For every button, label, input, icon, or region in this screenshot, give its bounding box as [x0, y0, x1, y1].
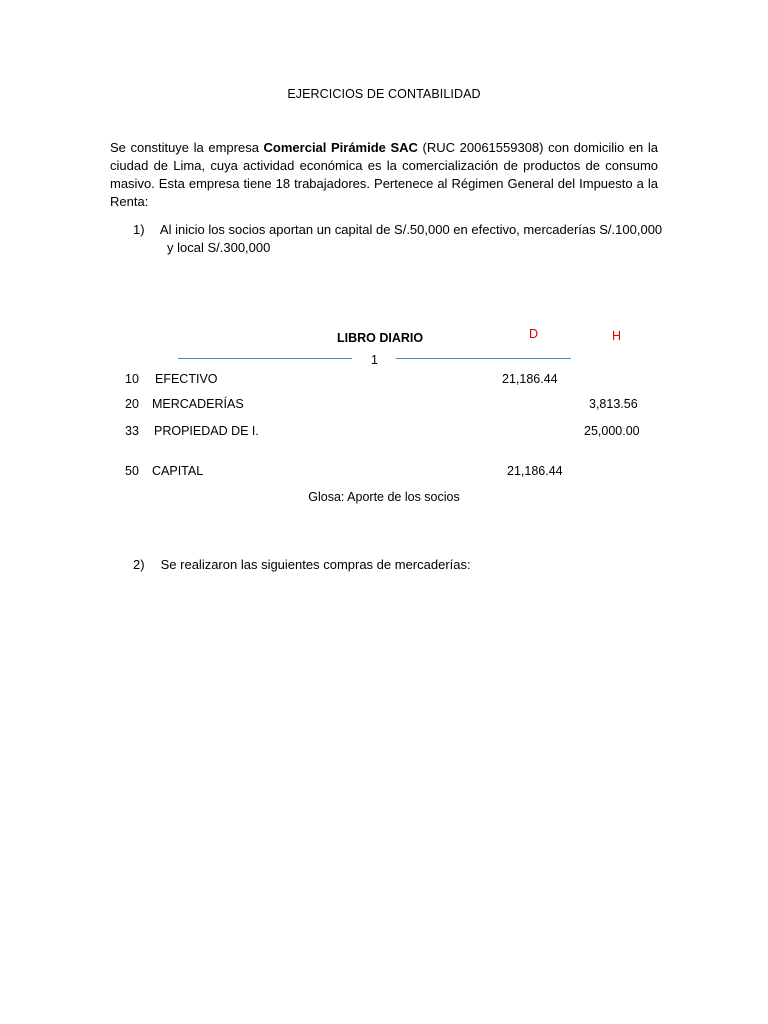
- credit-column-label: H: [612, 329, 622, 343]
- ledger-gloss: Glosa: Aporte de los socios: [308, 490, 460, 504]
- entry-number: 1: [371, 353, 378, 367]
- account-name: EFECTIVO: [155, 372, 218, 386]
- intro-text-pre: Se constituye la empresa: [110, 140, 264, 155]
- intro-paragraph: [110, 139, 658, 211]
- list-item-text: Al inicio los socios aportan un capital de S/.50,000 en efectivo, mercaderías S/.100,000: [159, 222, 663, 237]
- debit-column-label: D: [529, 327, 539, 341]
- account-code: 10: [125, 372, 139, 386]
- account-code: 20: [125, 397, 139, 411]
- ledger-rule-left: [178, 358, 352, 359]
- list-item-number: 1): [133, 222, 145, 237]
- account-name: PROPIEDAD DE I.: [154, 424, 259, 438]
- list-item-text: Se realizaron las siguientes compras de mercaderías:: [160, 557, 471, 572]
- credit-amount: 25,000.00: [584, 424, 640, 438]
- ledger-title: LIBRO DIARIO: [337, 331, 424, 345]
- debit-amount: 21,186.44: [507, 464, 563, 478]
- document-title: EJERCICIOS DE CONTABILIDAD: [287, 87, 481, 101]
- company-name: Comercial Pirámide SAC: [263, 140, 418, 155]
- account-code: 33: [125, 424, 139, 438]
- account-name: MERCADERÍAS: [152, 397, 244, 411]
- list-item-1: [133, 221, 673, 257]
- credit-amount: 3,813.56: [589, 397, 638, 411]
- intro-text-post: (RUC 20061559308) con domicilio en la ciudad de Lima, cuya actividad económica es la comercialización de productos de consumo masivo. Esta empresa tiene 18 trabajadores. Pertenece al Régimen General del Impuesto a la Renta:: [110, 140, 659, 209]
- account-name: CAPITAL: [152, 464, 204, 478]
- list-item-2: [133, 556, 471, 574]
- list-item-number: 2): [133, 557, 145, 572]
- account-code: 50: [125, 464, 139, 478]
- ledger-rule-right: [396, 358, 571, 359]
- debit-amount: 21,186.44: [502, 372, 558, 386]
- list-item-text-continued: y local S/.300,000: [167, 240, 271, 255]
